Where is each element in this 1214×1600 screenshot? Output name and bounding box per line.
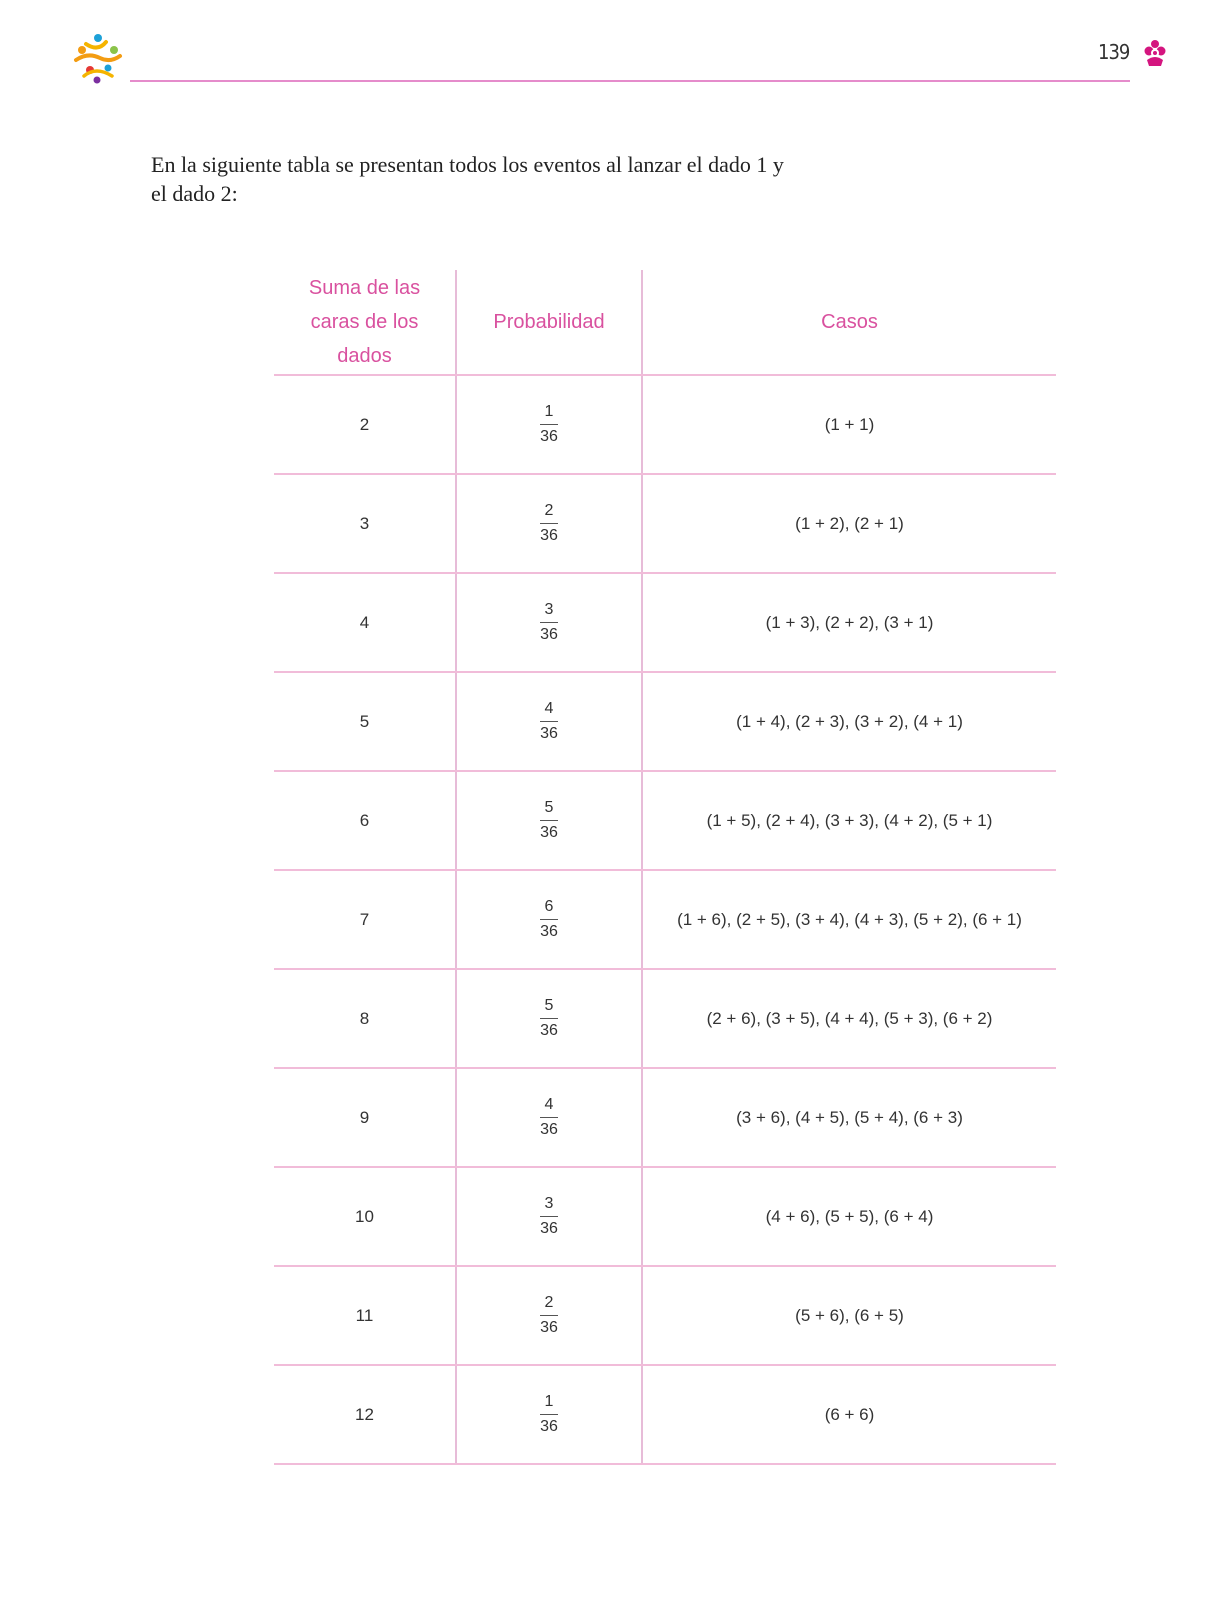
table-row bbox=[274, 870, 1056, 969]
fraction-numerator: 1 bbox=[540, 402, 558, 425]
fraction-numerator: 3 bbox=[540, 600, 558, 623]
sum-cell: 6 bbox=[274, 771, 456, 870]
cases-cell: (1 + 5), (2 + 4), (3 + 3), (4 + 2), (5 + 1) bbox=[642, 771, 1056, 870]
probability-cell bbox=[456, 573, 642, 672]
fraction-numerator: 2 bbox=[540, 501, 558, 524]
fraction-numerator: 4 bbox=[540, 1095, 558, 1118]
sum-cell: 11 bbox=[274, 1266, 456, 1365]
table-body bbox=[274, 375, 1056, 1464]
fraction-denominator: 36 bbox=[540, 1121, 558, 1138]
fraction-denominator: 36 bbox=[540, 923, 558, 940]
fraction-numerator: 5 bbox=[540, 996, 558, 1019]
fraction-denominator: 36 bbox=[540, 824, 558, 841]
fraction-numerator: 3 bbox=[540, 1194, 558, 1217]
probability-cell bbox=[456, 375, 642, 474]
header-probability: Probabilidad bbox=[456, 270, 642, 375]
cases-cell: (2 + 6), (3 + 5), (4 + 4), (5 + 3), (6 + 2) bbox=[642, 969, 1056, 1068]
sum-cell: 8 bbox=[274, 969, 456, 1068]
probability-table-container bbox=[274, 270, 1056, 1465]
fraction bbox=[540, 699, 558, 744]
sum-cell: 12 bbox=[274, 1365, 456, 1464]
intro-paragraph: En la siguiente tabla se presentan todos los eventos al lanzar el dado 1 y el dado 2: bbox=[151, 152, 784, 206]
header-sum: Suma de las caras de los dados bbox=[274, 270, 456, 375]
cases-cell: (1 + 3), (2 + 2), (3 + 1) bbox=[642, 573, 1056, 672]
fraction bbox=[540, 897, 558, 942]
sum-cell: 9 bbox=[274, 1068, 456, 1167]
probability-cell bbox=[456, 969, 642, 1068]
table-row bbox=[274, 573, 1056, 672]
cases-cell: (1 + 6), (2 + 5), (3 + 4), (4 + 3), (5 + 2), (6 + 1) bbox=[642, 870, 1056, 969]
cases-cell: (1 + 1) bbox=[642, 375, 1056, 474]
table-row bbox=[274, 375, 1056, 474]
cases-cell: (3 + 6), (4 + 5), (5 + 4), (6 + 3) bbox=[642, 1068, 1056, 1167]
fraction-numerator: 2 bbox=[540, 1293, 558, 1316]
fraction bbox=[540, 996, 558, 1041]
fraction-denominator: 36 bbox=[540, 527, 558, 544]
fraction bbox=[540, 1095, 558, 1140]
fraction-denominator: 36 bbox=[540, 626, 558, 643]
fraction-denominator: 36 bbox=[540, 1220, 558, 1237]
cases-cell: (1 + 2), (2 + 1) bbox=[642, 474, 1056, 573]
sum-cell: 10 bbox=[274, 1167, 456, 1266]
probability-cell bbox=[456, 771, 642, 870]
sum-cell: 7 bbox=[274, 870, 456, 969]
fraction bbox=[540, 402, 558, 447]
fraction-denominator: 36 bbox=[540, 1418, 558, 1435]
probability-cell bbox=[456, 474, 642, 573]
sum-cell: 5 bbox=[274, 672, 456, 771]
probability-cell bbox=[456, 870, 642, 969]
sum-cell: 3 bbox=[274, 474, 456, 573]
fraction-denominator: 36 bbox=[540, 428, 558, 445]
cases-cell: (6 + 6) bbox=[642, 1365, 1056, 1464]
fraction bbox=[540, 1392, 558, 1437]
table-row bbox=[274, 1365, 1056, 1464]
table-row bbox=[274, 1266, 1056, 1365]
fraction-numerator: 4 bbox=[540, 699, 558, 722]
table-row bbox=[274, 771, 1056, 870]
colorful-figures-logo-icon bbox=[70, 30, 126, 86]
fraction bbox=[540, 501, 558, 546]
fraction-numerator: 5 bbox=[540, 798, 558, 821]
sum-cell: 4 bbox=[274, 573, 456, 672]
sum-cell: 2 bbox=[274, 375, 456, 474]
probability-cell bbox=[456, 1266, 642, 1365]
table-row bbox=[274, 474, 1056, 573]
fraction-denominator: 36 bbox=[540, 1022, 558, 1039]
fraction bbox=[540, 1194, 558, 1239]
header-rule bbox=[130, 80, 1130, 82]
probability-cell bbox=[456, 1068, 642, 1167]
cases-cell: (1 + 4), (2 + 3), (3 + 2), (4 + 1) bbox=[642, 672, 1056, 771]
fraction bbox=[540, 600, 558, 645]
pink-flower-icon bbox=[1142, 38, 1168, 68]
page-number: 139 bbox=[1098, 40, 1130, 64]
probability-cell bbox=[456, 1365, 642, 1464]
cases-cell: (5 + 6), (6 + 5) bbox=[642, 1266, 1056, 1365]
probability-cell bbox=[456, 1167, 642, 1266]
fraction-numerator: 1 bbox=[540, 1392, 558, 1415]
table-row bbox=[274, 1068, 1056, 1167]
table-header-row bbox=[274, 270, 1056, 375]
table-row bbox=[274, 672, 1056, 771]
fraction-denominator: 36 bbox=[540, 725, 558, 742]
fraction-denominator: 36 bbox=[540, 1319, 558, 1336]
probability-cell bbox=[456, 672, 642, 771]
table-row bbox=[274, 969, 1056, 1068]
probability-table bbox=[274, 270, 1056, 1465]
fraction bbox=[540, 798, 558, 843]
cases-cell: (4 + 6), (5 + 5), (6 + 4) bbox=[642, 1167, 1056, 1266]
header-cases: Casos bbox=[642, 270, 1056, 375]
table-row bbox=[274, 1167, 1056, 1266]
fraction bbox=[540, 1293, 558, 1338]
fraction-numerator: 6 bbox=[540, 897, 558, 920]
